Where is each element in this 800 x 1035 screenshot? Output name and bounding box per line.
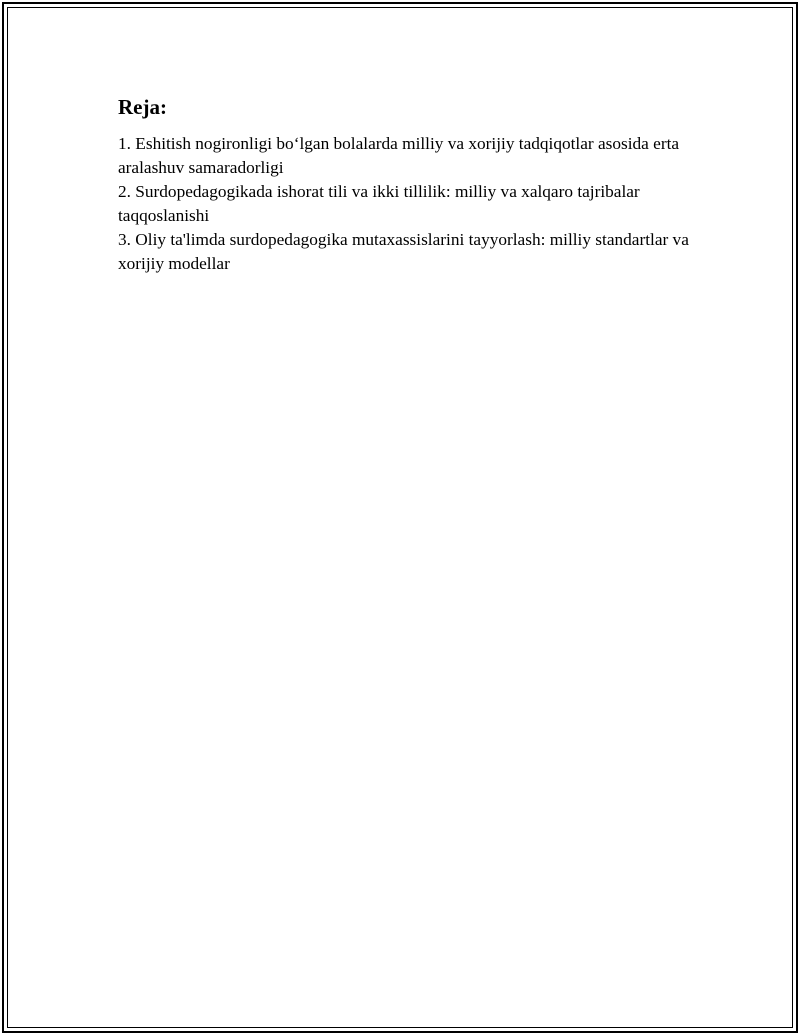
plan-item-3: 3. Oliy ta'limda surdopedagogika mutaxassislarini tayyorlash: milliy standartlar va xorijiy modellar	[118, 230, 689, 273]
plan-item-1: 1. Eshitish nogironligi bo‘lgan bolalarda milliy va xorijiy tadqiqotlar asosida erta aralashuv samaradorligi	[118, 134, 680, 177]
plan-heading: Reja:	[118, 95, 167, 119]
document-body	[118, 94, 698, 276]
plan-list	[118, 132, 698, 276]
plan-item-2: 2. Surdopedagogikada ishorat tili va ikki tillilik: milliy va xalqaro tajribalar taqqoslanishi	[118, 182, 640, 225]
